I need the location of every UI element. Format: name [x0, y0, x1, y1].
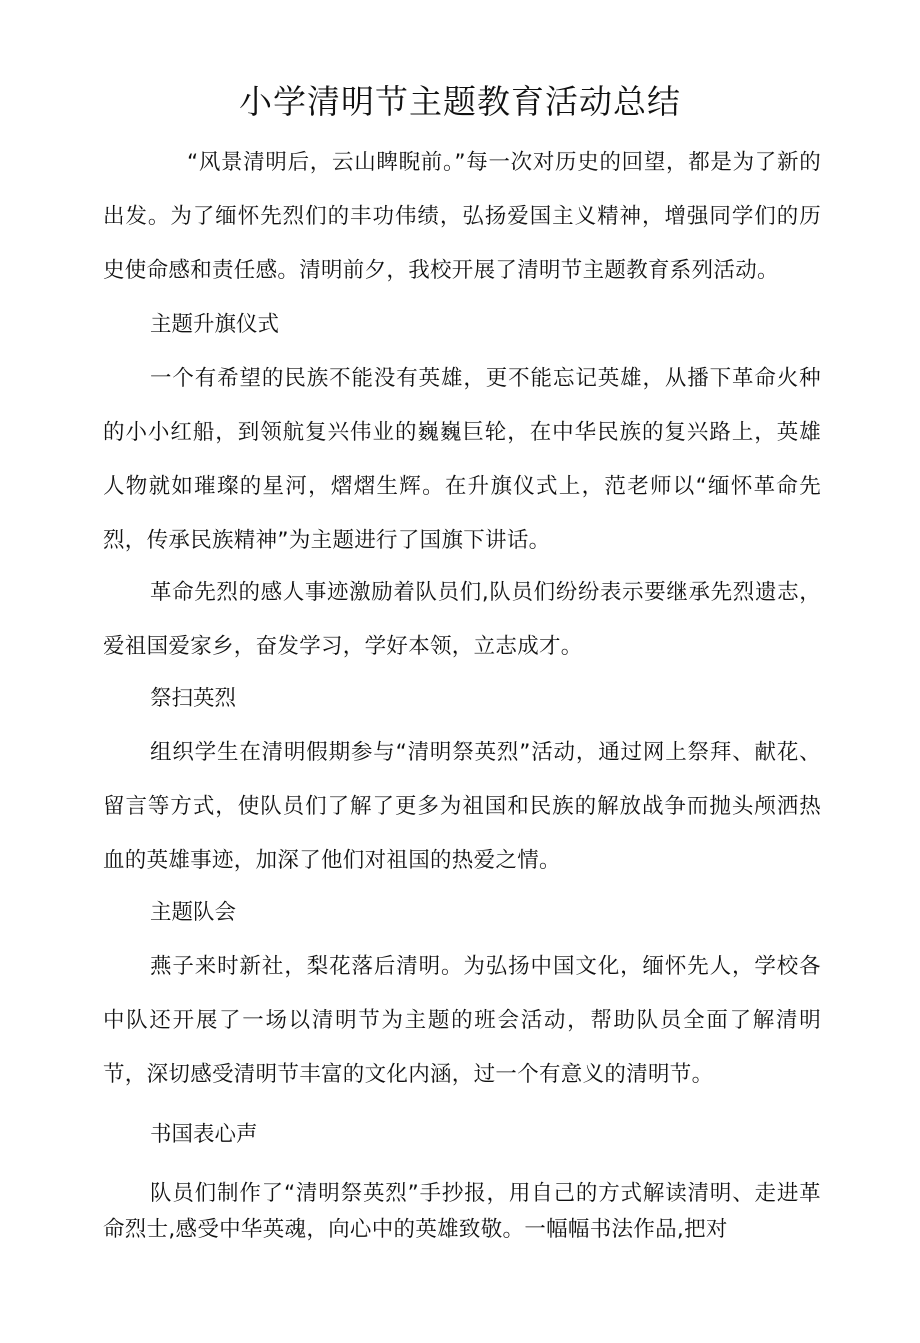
section-paragraph: 组织学生在清明假期参与“清明祭英烈”活动，通过网上祭拜、献花、留言等方式，使队员们了解了更多为祖国和民族的解放战争而抛头颅洒热血的英雄事迹，加深了他们对祖国的热爱之情。	[103, 740, 821, 873]
section-heading-calligraphy: 书国表心声	[150, 1122, 258, 1147]
section-paragraph: 燕子来时新社，梨花落后清明。为弘扬中国文化，缅怀先人，学校各中队还开展了一场以清明节为主题的班会活动，帮助队员全面了解清明节，深切感受清明节丰富的文化内涵，过一个有意义的清明节。	[103, 954, 821, 1087]
section-heading-flag-ceremony: 主题升旗仪式	[150, 312, 280, 337]
intro-paragraph: “风景清明后，云山睥睨前。”每一次对历史的回望，都是为了新的出发。为了缅怀先烈们的丰功伟绩，弘扬爱国主义精神，增强同学们的历史使命感和责任感。清明前夕，我校开展了清明节主题教育系列活动。	[103, 150, 821, 283]
section-heading-team-meeting: 主题队会	[150, 900, 237, 925]
section-paragraph: 队员们制作了“清明祭英烈”手抄报，用自己的方式解读清明、走进革命烈士,感受中华英魂，向心中的英雄致敬。一幅幅书法作品,把对	[103, 1181, 821, 1242]
section-paragraph: 革命先烈的感人事迹激励着队员们,队员们纷纷表示要继承先烈遗志，爱祖国爱家乡，奋发学习，学好本领，立志成才。	[103, 580, 821, 659]
document-title: 小学清明节主题教育活动总结	[239, 82, 681, 121]
section-heading-tomb-sweeping: 祭扫英烈	[150, 686, 237, 711]
section-paragraph: 一个有希望的民族不能没有英雄，更不能忘记英雄，从播下革命火种的小小红船，到领航复兴伟业的巍巍巨轮，在中华民族的复兴路上，英雄人物就如璀璨的星河，熠熠生辉。在升旗仪式上，范老师以“缅怀革命先烈，传承民族精神”为主题进行了国旗下讲话。	[103, 366, 821, 553]
